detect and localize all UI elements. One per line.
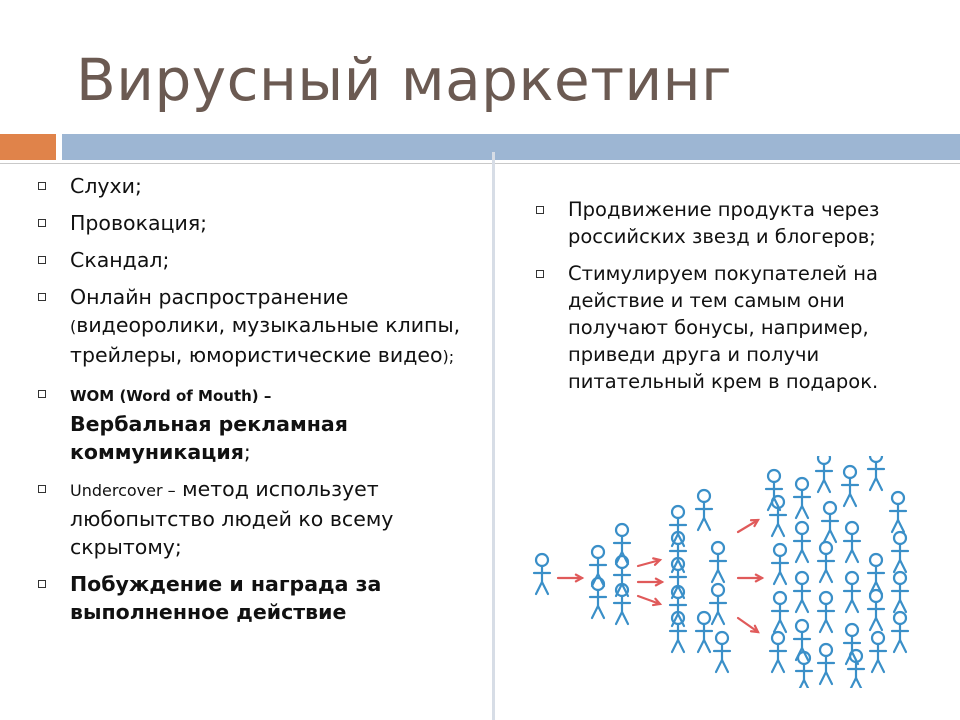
bullet-text: Онлайн распространение	[70, 285, 349, 309]
bullet-square-icon	[536, 206, 544, 214]
stick-figure-icon	[816, 456, 832, 492]
right-bullet-list	[534, 196, 944, 405]
column-divider	[492, 152, 495, 720]
stick-figure-icon	[842, 466, 858, 506]
bullet-square-icon	[38, 293, 46, 301]
bullet-celebrity-promotion	[534, 196, 944, 250]
wom-end: ;	[243, 440, 251, 464]
bullet-referral-bonus	[534, 260, 944, 395]
bullet-square-icon	[38, 580, 46, 588]
bullet-text: Скандал;	[70, 248, 170, 272]
bullet-online-distribution	[36, 283, 466, 371]
bullet-square-icon	[38, 182, 46, 190]
stick-figure-icon	[892, 532, 908, 572]
slide-title: Вирусный маркетинг	[76, 46, 733, 114]
stick-figure-icon	[892, 572, 908, 612]
stick-figure-icon	[670, 612, 686, 652]
stick-figure-icon	[818, 644, 834, 684]
bullet-reward	[36, 570, 466, 626]
stick-figure-icon	[590, 578, 606, 618]
undercover-label: Undercover –	[70, 481, 176, 500]
arrow-right-icon	[738, 618, 758, 632]
bullet-detail: видеоролики, музыкальные клипы, трейлеры, юмористические видео	[70, 313, 461, 367]
arrow-right-icon	[638, 579, 662, 586]
bullet-undercover	[36, 475, 466, 561]
stick-figure-icon	[892, 612, 908, 652]
undercover-text: метод использует любопытство людей ко всему скрытому;	[70, 477, 394, 559]
stick-figure-icon	[794, 572, 810, 612]
paren-open: (	[70, 317, 77, 336]
bullet-text: Провокация;	[70, 211, 208, 235]
title-accent-bar	[0, 134, 56, 160]
stick-figure-icon	[710, 584, 726, 624]
title-bar-underline	[0, 163, 960, 164]
stick-figure-icon	[844, 624, 860, 664]
bullet-square-icon	[38, 256, 46, 264]
stick-figure-icon	[890, 492, 906, 532]
arrow-right-icon	[638, 558, 660, 566]
stick-figure-icon	[710, 542, 726, 582]
stick-figure-icon	[818, 592, 834, 632]
stick-figure-icon	[696, 612, 712, 652]
arrow-right-icon	[558, 575, 582, 582]
bullet-rumors	[36, 172, 466, 200]
stick-figure-icon	[770, 632, 786, 672]
stick-figure-icon	[794, 522, 810, 562]
stick-figure-icon	[868, 590, 884, 630]
stick-figure-icon	[818, 542, 834, 582]
wom-definition: Вербальная рекламная коммуникация	[70, 412, 348, 464]
bullet-text: Стимулируем покупателей на действие и тем самым они получают бонусы, например, приведи друга и получи питательный крем в подарок.	[568, 262, 879, 393]
stick-figure-icon	[796, 652, 812, 688]
bullet-square-icon	[38, 390, 46, 398]
stick-figure-icon	[822, 502, 838, 542]
bullet-scandal	[36, 246, 466, 274]
title-bar	[62, 134, 960, 160]
arrow-right-icon	[738, 520, 758, 532]
arrow-right-icon	[738, 575, 762, 582]
stick-figure-icon	[714, 632, 730, 672]
paren-close: );	[442, 347, 455, 366]
bullet-square-icon	[536, 270, 544, 278]
bullet-wom	[36, 380, 466, 466]
bullet-square-icon	[38, 219, 46, 227]
stick-figure-icon	[696, 490, 712, 530]
bullet-text: Продвижение продукта через российских звезд и блогеров;	[568, 198, 880, 248]
stick-figure-icon	[772, 592, 788, 632]
viral-crowd-illustration	[526, 456, 926, 688]
stick-figure-icon	[772, 544, 788, 584]
arrow-right-icon	[638, 596, 660, 605]
wom-label: WOM (Word of Mouth) –	[70, 387, 272, 405]
stick-figure-icon	[766, 470, 782, 510]
stick-figure-icon	[844, 572, 860, 612]
bullet-provocation	[36, 209, 466, 237]
left-bullet-list	[36, 172, 466, 635]
stick-figure-icon	[868, 554, 884, 594]
bullet-square-icon	[38, 485, 46, 493]
bullet-text: Побуждение и награда за выполненное действие	[70, 572, 382, 624]
stick-figure-icon	[614, 584, 630, 624]
stick-figure-icon	[870, 632, 886, 672]
stick-figure-icon	[844, 522, 860, 562]
stick-figure-icon	[534, 554, 550, 594]
stick-figure-icon	[794, 478, 810, 518]
bullet-text: Слухи;	[70, 174, 142, 198]
stick-figure-icon	[868, 456, 884, 490]
stick-figure-icon	[848, 650, 864, 688]
